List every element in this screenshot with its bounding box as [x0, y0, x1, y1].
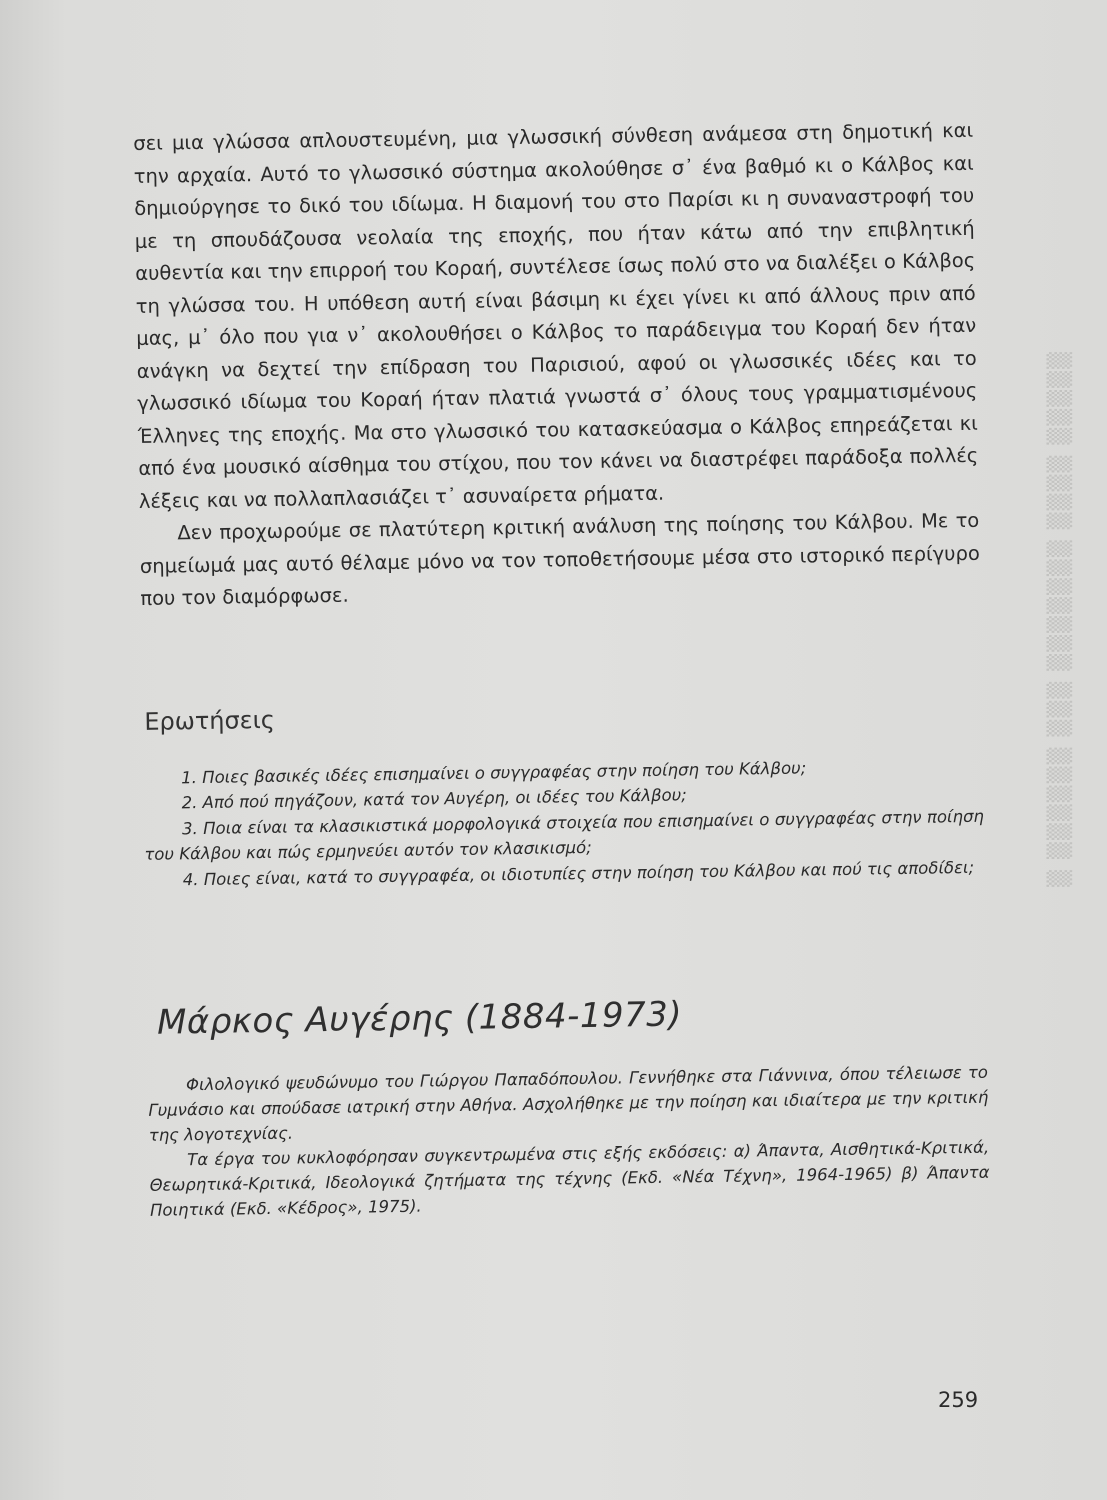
questions-list — [143, 752, 985, 893]
question-item: 2. Από πού πηγάζουν, κατά τον Αυγέρη, οι ιδέες του Κάλβου; — [181, 785, 687, 813]
page-content — [133, 115, 990, 1223]
body-text — [133, 115, 981, 616]
question-item: 1. Ποιες βασικές ιδέες επισημαίνει ο συγγραφέας στην ποίηση του Κάλβου; — [181, 758, 807, 787]
show-through-text: ▒ ▒▒▒▒▒▒ ▒▒▒ ▒▒▒▒▒▒▒ ▒▒▒▒ ▒▒▒▒▒ — [1048, 350, 1073, 887]
bio-paragraph-2: Τα έργα του κυκλοφόρησαν συγκεντρωμένα στις εξής εκδόσεις: α) Άπαντα, Αισθητικά-Κριτικά, Θεωρητικά-Κριτικά, Ιδεολογικά ζητήματα της τέχνης (Εκδ. «Νέα Τέχνη», 1964-1965) β) Άπαντα Ποιητικά (Εκδ. «Κέδρος», 1975). — [149, 1137, 990, 1220]
author-bio — [148, 1060, 990, 1223]
author-heading: Μάρκος Αυγέρης (1884-1973) — [156, 994, 683, 1043]
questions-heading: Ερωτήσεις — [144, 705, 276, 736]
bio-paragraph-1: Φιλολογικό ψευδώνυμο του Γιώργου Παπαδόπουλου. Γεννήθηκε στα Γιάννινα, όπου τέλειωσε το Γυμνάσιο και σπούδασε ιατρική στην Αθήνα. Ασχολήθηκε με την ποίηση και ιδιαίτερα με την κριτική της λογοτεχνίας. — [148, 1062, 989, 1145]
question-item: 4. Ποιες είναι, κατά το συγγραφέα, οι ιδιοτυπίες στην ποίηση του Κάλβου και πού τις αποδίδει; — [182, 857, 975, 889]
body-paragraph-2: Δεν προχωρούμε σε πλατύτερη κριτική ανάλυση της ποίησης του Κάλβου. Με το σημείωμά μας αυτό θέλαμε μόνο να τον τοποθετήσουμε μέσα στο ιστορικό περίγυρο που τον διαμόρφωσε. — [139, 508, 980, 610]
question-item: 3. Ποια είναι τα κλασικιστικά μορφολογικά στοιχεία που επισημαίνει ο συγγραφέας στην ποίηση του Κάλβου και πώς ερμηνεύει αυτόν τον κλασικισμό; — [144, 806, 985, 864]
body-paragraph-1: σει μια γλώσσα απλουστευμένη, μια γλωσσική σύνθεση ανάμεσα στη δημοτική και την αρχαία. Αυτό το γλωσσικό σύστημα ακολούθησε σ᾽ ένα βαθμό κι ο Κάλβος και δημιούργησε το δικό του ιδίωμα. Η διαμονή του στο Παρίσι κι η συναναστροφή του με τη σπουδάζουσα νεολαία της εποχής, που ήταν κάτω από την επιβλητική αυθεντία και την επιρροή του Κοραή, συντέλεσε ίσως πολύ στο να διαλέξει ο Κάλβος τη γλώσσα του. Η υπόθεση αυτή είναι βάσιμη κι έχει γίνει κι από άλλους πριν από μας, μ᾽ όλο που για ν᾽ ακολουθήσει ο Κάλβος το παράδειγμα του Κοραή δεν ήταν ανάγκη να δεχτεί την επίδραση του Παρισιού, αφού οι γλωσσικές ιδέες και το γλωσσικό ιδίωμα του Κοραή ήταν πλατιά γνωστά σ᾽ όλους τους γραμματισμένους Έλληνες της εποχής. Μα στο γλωσσικό του κατασκεύασμα ο Κάλβος επηρεάζεται κι από ένα μουσικό αίσθημα του στίχου, που τον κάνει να διαστρέφει παράδοξα πολλές λέξεις και να πολλαπλασιάζει τ᾽ ασυναίρετα ρήματα. — [133, 118, 979, 513]
page-number: 259 — [938, 1388, 979, 1412]
